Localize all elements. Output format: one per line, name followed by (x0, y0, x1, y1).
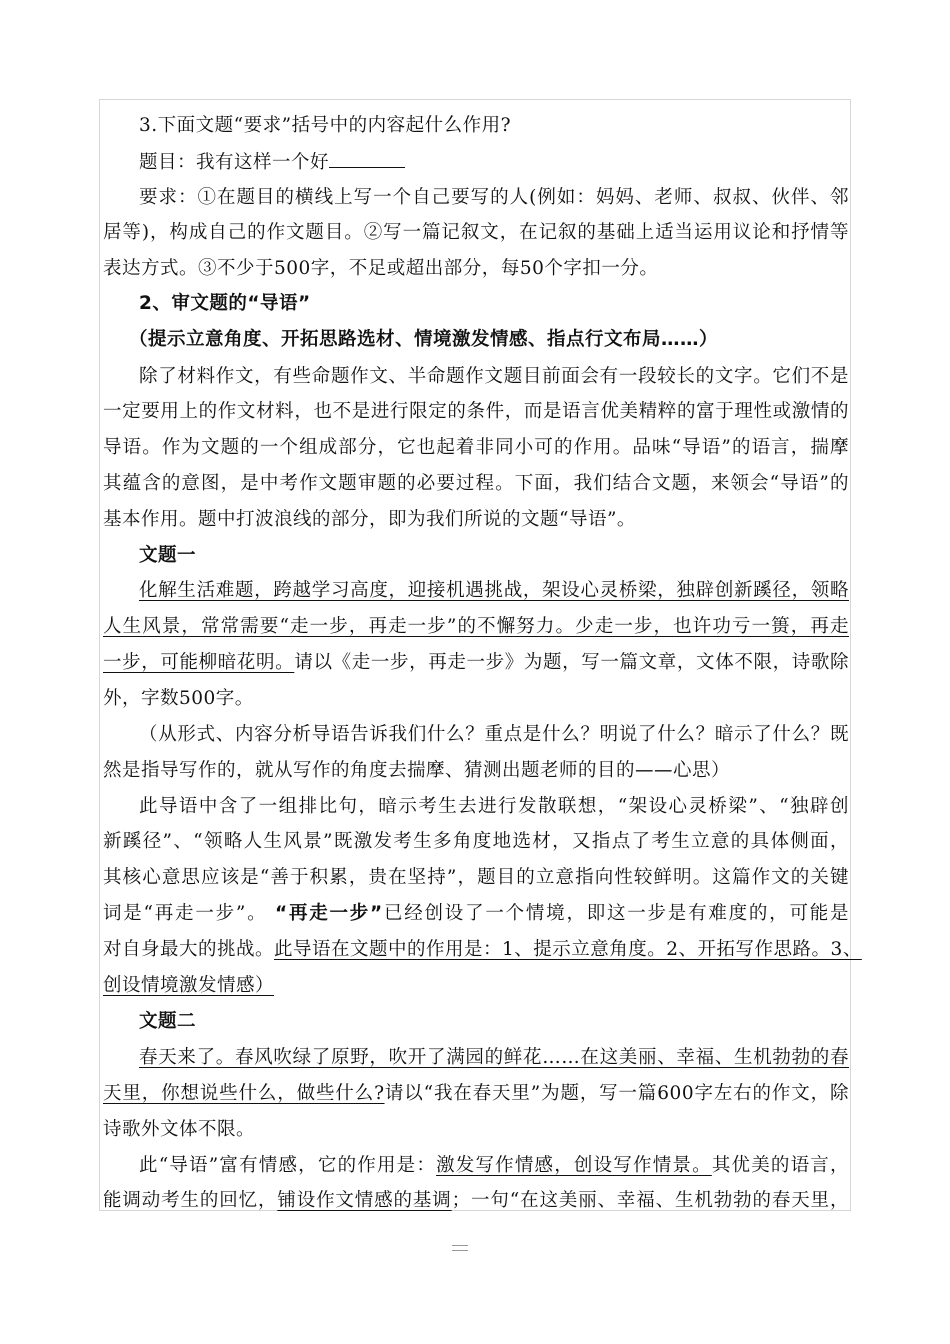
intro-line-5: 基本作用。题中打波浪线的部分，即为我们所说的文题“导语”。 (103, 509, 636, 530)
intro-line-3: 导语。作为文题的一个组成部分，它也起着非同小可的作用。品味“导语”的语言，揣摩 (103, 437, 849, 458)
requirement-line-2: 居等)，构成自己的作文题目。②写一篇记叙文，在记叙的基础上适当运用议论和抒情等 (103, 222, 849, 243)
topic-two-prompt-2 (103, 1083, 849, 1105)
topic-one-prompt-3 (103, 652, 849, 674)
analysis-line-3: 其核心意思应该是“善于积累，贵在坚持”，题目的立意指向性较鲜明。这篇作文的关键 (103, 867, 849, 888)
bold-text: “再走一步” (275, 903, 383, 924)
topic-two-heading: 文题二 (139, 1011, 197, 1032)
topic-two-prompt-3: 诗歌外文体不限。 (103, 1119, 256, 1140)
underlined-text: 天里，你想说些什么，做些什么? (103, 1083, 385, 1104)
underlined-text: 一步，可能柳暗花明。 (103, 652, 295, 673)
intro-line-4: 其蕴含的意图，是中考作文题审题的必要过程。下面，我们结合文题，来领会“导语”的 (103, 473, 849, 494)
topic-text: 题目：我有这样一个好 (139, 152, 330, 173)
topic-line (139, 151, 405, 174)
topic-two-analysis-2 (103, 1190, 849, 1212)
analysis-line-1: 此导语中含了一组排比句，暗示考生去进行发散联想，“架设心灵桥梁”、“独辟创 (139, 796, 849, 817)
plain-text: 能调动考生的回忆， (103, 1190, 278, 1211)
topic-one-prompt-2: 人生风景，常常需要“走一步，再走一步”的不懈努力。少走一步，也许功亏一篑，再走 (103, 616, 849, 637)
analysis-line-4 (103, 903, 849, 925)
plain-text: 词是“再走一步”。 (103, 903, 276, 924)
analysis-line-2: 新蹊径”、“领略人生风景”既激发考生多角度地选材，又指点了考生立意的具体侧面， (103, 831, 849, 852)
section-subheading: （提示立意角度、开拓思路选材、情境激发情感、指点行文布局……） (129, 329, 719, 350)
plain-text: 请以“我在春天里”为题，写一篇600字左右的作文，除 (384, 1083, 850, 1104)
question-3: 3.下面文题“要求”括号中的内容起什么作用? (139, 115, 511, 136)
topic-two-analysis-1 (139, 1155, 849, 1177)
intro-line-1: 除了材料作文，有些命题作文、半命题作文题目前面会有一段较长的文字。它们不是 (139, 366, 849, 387)
topic-one-heading: 文题一 (139, 545, 197, 566)
requirement-line-1: 要求：①在题目的横线上写一个自己要写的人(例如：妈妈、老师、叔叔、伙伴、邻 (139, 187, 849, 208)
underlined-text: 激发写作情感，创设写作情景。 (436, 1155, 712, 1176)
plain-text: 请以《走一步，再走一步》为题，写一篇文章，文体不限，诗歌除 (294, 652, 849, 673)
section-heading: 2、审文题的“导语” (139, 293, 311, 314)
analysis-line-5 (103, 939, 862, 961)
requirement-line-3: 表达方式。③不少于500字，不足或超出部分，每50个字扣一分。 (103, 258, 659, 279)
underlined-text: 铺设作文情感的基调 (277, 1190, 452, 1211)
analysis-note-2: 然是指导写作的，就从写作的角度去揣摩、猜测出题老师的目的——心思） (103, 760, 731, 781)
topic-two-prompt-1: 春天来了。春风吹绿了原野，吹开了满园的鲜花……在这美丽、幸福、生机勃勃的春 (139, 1047, 849, 1068)
plain-text: ；一句“在这美丽、幸福、生机勃勃的春天里， (451, 1190, 849, 1211)
analysis-line-6: 创设情境激发情感） (103, 975, 275, 996)
page-separator (452, 1245, 468, 1251)
topic-one-prompt-1: 化解生活难题，跨越学习高度，迎接机遇挑战，架设心灵桥梁，独辟创新蹊径，领略 (139, 580, 849, 601)
intro-line-2: 一定要用上的作文材料，也不是进行限定的条件，而是语言优美精粹的富于理性或激情的 (103, 401, 849, 422)
plain-text: 此“导语”富有情感，它的作用是： (139, 1155, 437, 1176)
plain-text: 其优美的语言， (711, 1155, 849, 1176)
topic-blank (329, 151, 405, 168)
topic-one-prompt-4: 外，字数500字。 (103, 688, 254, 709)
plain-text: 对自身最大的挑战。 (103, 939, 275, 960)
analysis-note-1: （从形式、内容分析导语告诉我们什么？重点是什么？明说了什么？暗示了什么？既 (139, 724, 849, 745)
plain-text: 已经创设了一个情境，即这一步是有难度的，可能是 (382, 903, 849, 924)
underlined-text: 此导语在文题中的作用是：1、提示立意角度。2、开拓写作思路。3、 (274, 939, 862, 960)
